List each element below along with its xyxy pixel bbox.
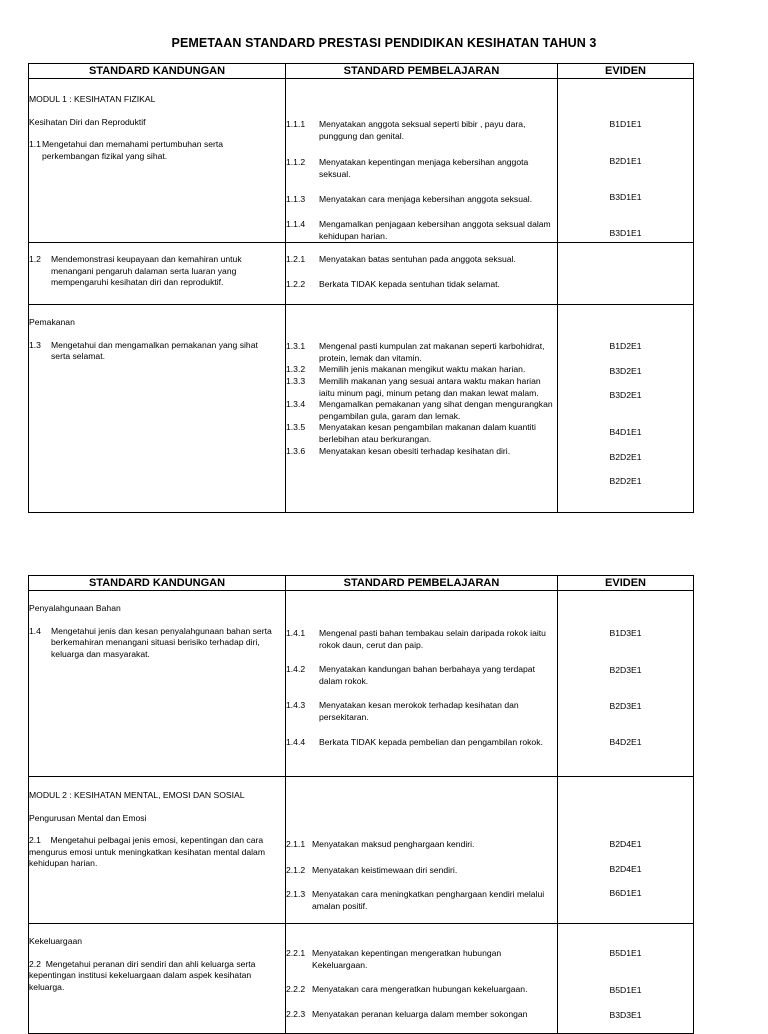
standard-kandungan-item: 1.4 Mengetahui jenis dan kesan penyalahgunaan bahan serta berkemahiran menangani situasi berisiko terhadap diri, keluarga dan masyarakat. [29,625,272,659]
standards-table-1 [28,63,694,513]
table-header-row [29,64,694,79]
learning-standard-item: 2.1.1 Menyatakan maksud penghargaan kendiri. [286,839,475,849]
learning-standard-item: 2.2.3 Menyatakan peranan keluarga dalam member sokongan [286,1008,528,1019]
learning-standard-item: 1.3.1 Mengenal pasti kumpulan zat makanan seperti karbohidrat, protein, lemak dan vitamin. [286,341,545,363]
eviden-code: B3D3E1 [609,1010,642,1020]
standard-kandungan-item: 2.1 Mengetahui pelbagai jenis emosi, kepentingan dan cara mengurus emosi untuk meningkatkan kesihatan mental dalam kehidupan harian. [29,835,265,869]
learning-standard-item: 1.2.1 Menyatakan batas sentuhan pada anggota seksual. [286,254,516,265]
header-standard-pembelajaran: STANDARD PEMBELAJARAN [286,576,558,591]
page-title: PEMETAAN STANDARD PRESTASI PENDIDIKAN KESIHATAN TAHUN 3 [171,36,597,50]
learning-standard-item: 1.4.4 Berkata TIDAK kepada pembelian dan pengambilan rokok. [286,736,543,747]
eviden-code: B2D4E1 [609,864,642,874]
eviden-code: B3D1E1 [609,228,642,238]
learning-standard-item: 1.1.2 Menyatakan kepentingan menjaga kebersihan anggota seksual. [286,157,529,179]
table-row [29,591,694,777]
eviden-code: B2D3E1 [609,665,642,675]
table-row [29,79,694,243]
learning-standard-item: 1.1.4 Mengamalkan penjagaan kebersihan anggota seksual dalam kehidupan harian. [286,218,551,241]
header-eviden: EVIDEN [558,576,694,591]
section-title: Penyalahgunaan Bahan [29,603,121,613]
standard-kandungan-item: 1.2 Mendemonstrasi keupayaan dan kemahiran untuk menangani pengaruh dalaman serta luaran yang mempengaruhi kesihatan diri dan reproduktif. [29,254,242,288]
eviden-code: B5D1E1 [609,948,642,958]
learning-standard-item: 1.4.2 Menyatakan kandungan bahan berbahaya yang terdapat dalam rokok. [286,664,535,686]
learning-standard-item: 2.1.2 Menyatakan keistimewaan diri sendiri. [286,864,458,875]
eviden-code: B5D1E1 [609,985,642,995]
learning-standard-item: 1.3.3 Memilih makanan yang sesuai antara waktu makan harian iaitu minum pagi, minum petang dan makan lewat malam. [286,375,541,398]
eviden-code: B3D1E1 [609,192,642,202]
learning-standard-item: 1.3.6 Menyatakan kesan obesiti terhadap kesihatan diri. [286,445,511,456]
learning-standard-item: 1.2.2 Berkata TIDAK kepada sentuhan tidak selamat. [286,278,500,289]
header-standard-pembelajaran: STANDARD PEMBELAJARAN [286,64,558,79]
eviden-code: B4D2E1 [609,737,642,747]
learning-standard-item: 1.3.5 Menyatakan kesan pengambilan makanan dalam kuantiti berlebihan atau berkurangan. [286,422,536,444]
standard-kandungan-item: 1.3 Mengetahui dan mengamalkan pemakanan yang sihat serta selamat. [29,339,258,362]
table-row [29,924,694,1034]
learning-standard-item: 1.4.3 Menyatakan kesan merokok terhadap kesihatan dan persekitaran. [286,700,519,722]
header-standard-kandungan: STANDARD KANDUNGAN [29,64,286,79]
eviden-code: B1D2E1 [609,341,642,352]
eviden-code: B6D1E1 [609,888,642,898]
header-standard-kandungan: STANDARD KANDUNGAN [29,576,286,591]
learning-standard-item: 2.1.3 Menyatakan cara meningkatkan penghargaan kendiri melalui amalan positif. [286,889,545,911]
learning-standard-item: 1.4.1 Mengenal pasti bahan tembakau selain daripada rokok iaitu rokok daun, cerut dan paip. [286,628,546,650]
eviden-code: B1D3E1 [609,628,642,638]
module-title: MODUL 2 : KESIHATAN MENTAL, EMOSI DAN SOSIAL [29,790,245,800]
eviden-code: B3D2E1 [609,390,642,401]
section-title: Kesihatan Diri dan Reproduktif [29,116,146,127]
eviden-code: B2D4E1 [609,839,642,849]
eviden-code: B2D2E1 [609,452,642,463]
learning-standard-item: 1.1.3 Menyatakan cara menjaga kebersihan anggota seksual. [286,194,533,205]
section-title: Pemakanan [29,317,75,328]
learning-standard-item: 1.1.1 Menyatakan anggota seksual seperti bibir , payu dara, punggung dan genital. [286,119,526,141]
standards-table-2 [28,575,694,1034]
eviden-code: B2D2E1 [609,476,642,487]
learning-standard-item: 1.3.2 Memilih jenis makanan mengikut waktu makan harian. [286,364,526,375]
learning-standard-item: 1.3.4 Mengamalkan pemakanan yang sihat dengan mengurangkan pengambilan gula, garam dan lemak. [286,399,553,421]
eviden-code: B3D2E1 [609,366,642,377]
table-header-row [29,576,694,591]
eviden-code: B4D1E1 [609,427,642,438]
table-row [29,777,694,924]
eviden-code: B1D1E1 [609,119,642,129]
eviden-code: B2D1E1 [609,156,642,166]
learning-standard-item: 2.2.1 Menyatakan kepentingan mengeratkan hubungan Kekeluargaan. [286,948,502,970]
eviden-code: B2D3E1 [609,701,642,711]
standard-kandungan-item: 1.1 Mengetahui dan memahami pertumbuhan serta perkembangan fizikal yang sihat. [29,139,224,161]
learning-standard-item: 2.2.2 Menyatakan cara mengeratkan hubungan kekeluargaan. [286,984,528,995]
table-row [29,305,694,513]
section-title: Pengurusan Mental dan Emosi [29,812,147,823]
table-row [29,243,694,305]
header-eviden: EVIDEN [558,64,694,79]
section-title: Kekeluargaan [29,936,83,946]
module-title: MODUL 1 : KESIHATAN FIZIKAL [29,94,156,104]
standard-kandungan-item: 2.2 Mengetahui peranan diri sendiri dan ahli keluarga serta kepentingan institusi kekeluargaan dalam aspek kesihatan keluarga. [29,958,256,992]
